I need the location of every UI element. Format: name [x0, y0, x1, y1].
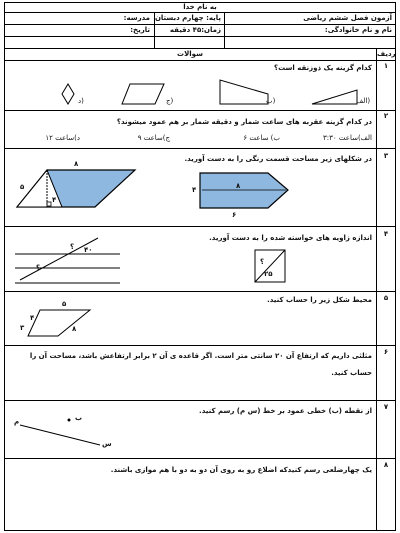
- figure-label: ۴: [52, 196, 57, 204]
- point-b: [68, 419, 71, 422]
- question-1-text: کدام گزینه یک ذوزنقه است؟: [274, 64, 372, 72]
- grade-label: پایه: چهارم دبستان: [154, 14, 221, 22]
- angle-label: ؟: [70, 243, 75, 251]
- side-label: ۴: [30, 314, 35, 322]
- figure-label: ۸: [236, 182, 241, 190]
- question-4-text: اندازه زاویه های خواسته شده را به دست آورید.: [209, 234, 372, 242]
- student-name-field: نام و نام خانوادگی:: [324, 26, 392, 34]
- row-number: ۶: [383, 348, 389, 356]
- angle-label: ؟: [36, 264, 41, 272]
- point-label: ب: [75, 414, 83, 422]
- row-column-header: ردیف: [377, 50, 396, 58]
- figure-label: ۸: [74, 160, 79, 168]
- row-number: ۵: [383, 294, 389, 302]
- point-label: س: [102, 440, 112, 448]
- figure-label: ۶: [232, 211, 237, 219]
- option-label: ج): [166, 97, 174, 105]
- figure-label: ۵: [20, 183, 25, 191]
- angle-label: ؟: [260, 258, 265, 266]
- side-label: ۳: [20, 324, 25, 332]
- question-2-text: در کدام گزینه عقربه های ساعت شمار و دقیقه شمار بر هم عمود میشوند؟: [116, 118, 372, 126]
- question-6-line-1: مثلثی داریم که ارتفاع آن ۲۰ سانتی متر است. اگر قاعده ی آن ۲ برابر ارتفاعش باشد، مساحت آن را: [29, 352, 372, 360]
- row-number: ۷: [383, 403, 389, 411]
- row-number: ۲: [383, 112, 389, 120]
- school-field: مدرسه:: [123, 14, 150, 22]
- option-label: د)ساعت ۱۲: [45, 134, 80, 142]
- line-sm: [20, 425, 100, 445]
- option-label: ب) ساعت ۶: [243, 134, 280, 142]
- side-label: ۵: [62, 300, 67, 308]
- question-6-line-2: حساب کنید.: [331, 369, 372, 377]
- option-label: د): [78, 97, 84, 105]
- row-number: ۸: [383, 461, 389, 469]
- duration-label: زمان:۴۵ دقیقه: [169, 26, 221, 34]
- row-number: ۳: [383, 152, 389, 160]
- option-label: الف): [356, 97, 371, 105]
- questions-header: سوالات: [177, 50, 203, 58]
- exam-title: آزمون فصل ششم ریاضی: [303, 14, 392, 22]
- option-label: ب): [266, 97, 276, 105]
- point-label: م: [14, 418, 20, 426]
- question-5-text: محیط شکل زیر را حساب کنید.: [267, 296, 372, 304]
- figure-label: ۴: [192, 186, 197, 194]
- option-label: ج)ساعت ۹: [137, 134, 170, 142]
- question-3-text: در شکلهای زیر مساحت قسمت رنگی را به دست آورید.: [184, 155, 372, 163]
- question-7-text: از نقطه (ب) خطی عمود بر خط (س م) رسم کنید.: [199, 407, 372, 415]
- row-number: ۴: [383, 230, 389, 238]
- angle-label: ۲۵: [264, 270, 273, 278]
- side-label: ۸: [72, 325, 77, 333]
- date-field: تاریخ:: [130, 26, 150, 34]
- angle-label: ۴۰: [84, 246, 93, 254]
- option-label: الف)ساعت ۳:۳۰: [323, 134, 372, 142]
- question-8-text: یک چهارضلعی رسم کنیدکه اضلاع رو به روی آن دو به دو با هم موازی باشند.: [110, 466, 372, 474]
- row-number: ۱: [383, 62, 389, 70]
- basmala: به نام خدا: [183, 3, 217, 11]
